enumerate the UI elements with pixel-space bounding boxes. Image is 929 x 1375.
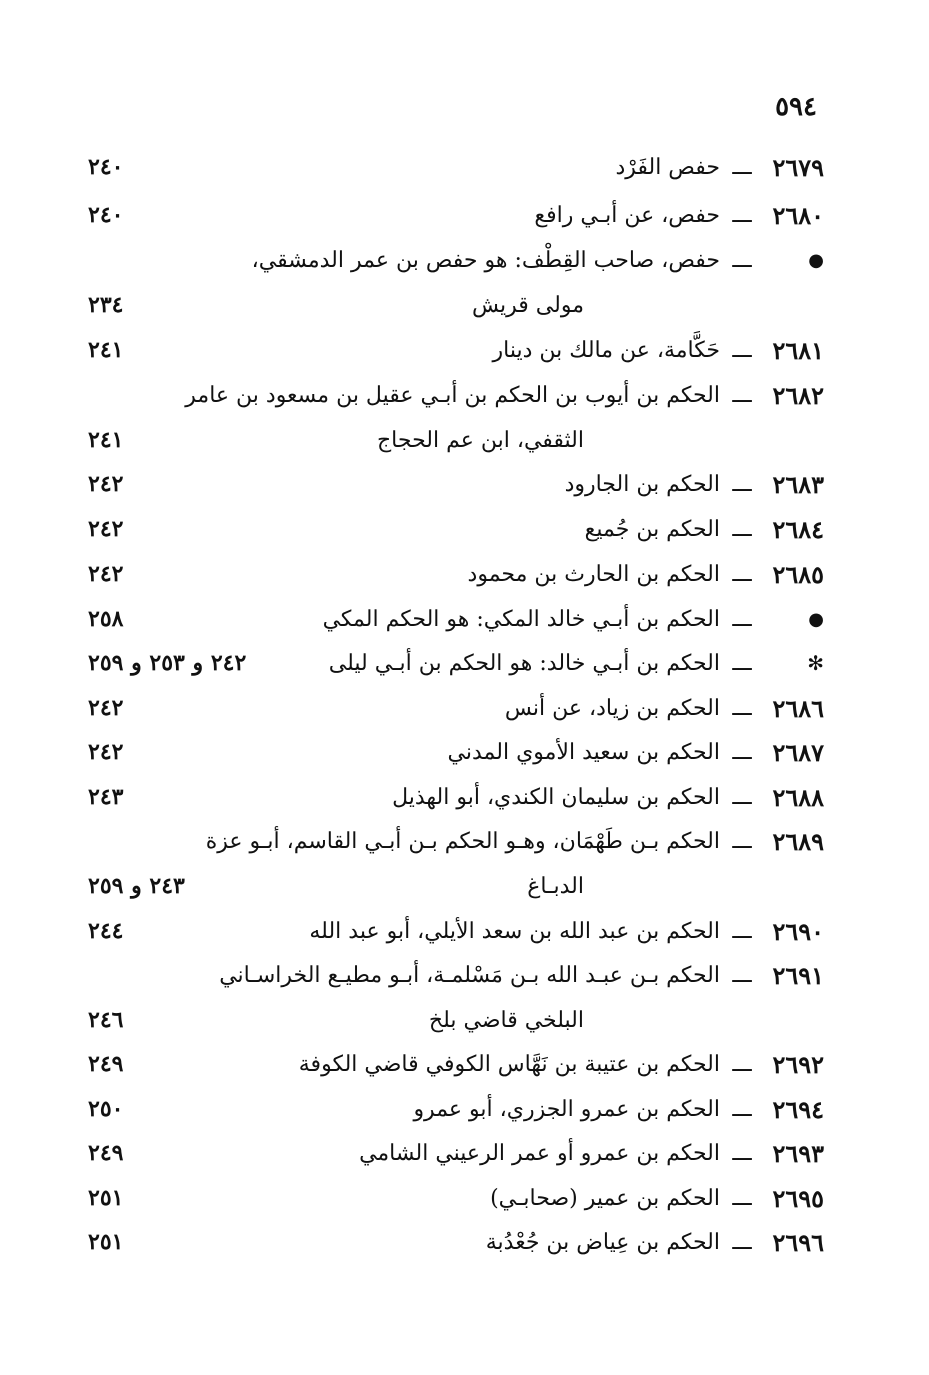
entry-pages: ٢٤٠ [88,154,124,180]
entry-name: الحكم بن عمرو الجزري، أبو عمرو [413,1096,720,1122]
entry-pages: ٢٤٤ [88,918,124,944]
entry-name: الحكم بن عبد الله بن سعد الأيلي، أبو عبد الله [309,918,720,944]
entry-number: ٢٦٧٩ [772,152,824,182]
entry-dash: ـــ [732,1051,752,1077]
index-entry [88,1220,824,1264]
entry-dash: ـــ [732,739,752,765]
entry-number: ٢٦٨٨ [772,782,824,812]
index-entry [88,462,824,506]
entry-number: ٢٦٩١ [772,960,824,990]
asterisk-icon [764,651,824,675]
index-entry [88,238,824,282]
index-entry [88,552,824,596]
entry-pages: ٢٤٣ [88,784,124,810]
entry-name: حَكَّامة، عن مالك بن دينار [492,337,720,363]
entry-number: ٢٦٩٣ [772,1138,824,1168]
index-entry-continuation [88,418,824,462]
entry-continuation: الثقفي، ابن عم الحجاج [376,427,584,453]
entry-name: الحكم بن عمرو أو عمر الرعيني الشامي [359,1140,720,1166]
entry-pages: ٢٤٩ [88,1140,124,1166]
entry-continuation: الدبـاغ [527,873,584,899]
entry-name: الحكم بن أبـي خالد المكي: هو الحكم المكي [322,606,720,632]
index-entry-continuation [88,283,824,327]
page-number: ٥٩٤ [775,92,817,122]
index-entry [88,145,824,189]
index-entry [88,1131,824,1175]
entry-pages: ٢٤١ [88,337,124,363]
index-entry [88,775,824,819]
entry-continuation: البلخي قاضي بلخ [428,1007,584,1033]
entry-name: حفص، عن أبـي رافع [534,202,720,228]
bullet-icon [764,250,824,271]
entry-dash: ـــ [732,516,752,542]
index-entry [88,909,824,953]
entry-dash: ـــ [732,1140,752,1166]
entry-pages: ٢٤٢ [88,695,124,721]
entry-pages: ٢٤٢ [88,516,124,542]
entry-dash: ـــ [732,962,752,988]
entry-pages: ٢٤٢ [88,471,124,497]
entry-number: ٢٦٨٥ [772,559,824,589]
entry-number: ٢٦٩٢ [772,1049,824,1079]
entry-pages: ٢٤١ [88,427,124,453]
entry-name: الحكم بـن طَهْمَان، وهـو الحكم بـن أبـي القاسم، أبـو عزة [205,828,720,854]
entry-number: ٢٦٩٤ [772,1094,824,1124]
entry-name: الحكم بن زياد، عن أنس [504,695,720,721]
entry-dash: ـــ [732,606,752,632]
entry-number: ٢٦٨٢ [772,380,824,410]
entry-pages: ٢٤٣ و ٢٥٩ [88,873,185,899]
entry-number: ٢٦٨١ [772,335,824,365]
entry-name: الحكم بن الجارود [564,471,720,497]
entry-dash: ـــ [732,1229,752,1255]
entry-dash: ـــ [732,337,752,363]
entry-dash: ـــ [732,784,752,810]
entry-dash: ـــ [732,650,752,676]
entry-dash: ـــ [732,471,752,497]
entry-pages: ٢٣٤ [88,292,124,318]
bullet-icon [764,609,824,630]
entry-dash: ـــ [732,382,752,408]
entry-dash: ـــ [732,828,752,854]
entry-name: الحكم بن عمير (صحابـي) [490,1185,720,1211]
entry-continuation: مولى قريش [471,292,584,318]
entry-pages: ٢٤٢ و ٢٥٣ و ٢٥٩ [88,650,247,676]
index-entry [88,597,824,641]
entry-pages: ٢٤٠ [88,202,124,228]
entry-name: الحكم بن أبـي خالد: هو الحكم بن أبـي ليلى [328,650,720,676]
entry-number: ٢٦٨٦ [772,693,824,723]
entry-pages: ٢٥٨ [88,606,124,632]
index-entry [88,641,824,685]
entry-name: الحكم بـن عبـد الله بـن مَسْلمـة، أبـو مطيـع الخراسـاني [219,962,720,988]
entry-number: ٢٦٨٩ [772,826,824,856]
index-entry [88,819,824,863]
index-entry [88,507,824,551]
index-entry-continuation [88,864,824,908]
entry-name: الحكم بن سعيد الأموي المدني [447,739,720,765]
entry-number: ٢٦٨٧ [772,737,824,767]
entry-dash: ـــ [732,202,752,228]
entry-pages: ٢٥٠ [88,1096,124,1122]
entry-name: حفص الفَرْد [615,154,720,180]
entry-pages: ٢٤٦ [88,1007,124,1033]
entry-pages: ٢٤٢ [88,561,124,587]
entry-dash: ـــ [732,918,752,944]
index-entry [88,953,824,997]
entry-dash: ـــ [732,1185,752,1211]
entry-number: ٢٦٨٣ [772,469,824,499]
entry-name: الحكم بن عتيبة بن نَهَّاس الكوفي قاضي الكوفة [298,1051,720,1077]
entry-pages: ٢٥١ [88,1185,124,1211]
entry-name: الحكم بن عِياض بن جُعْدُبة [485,1229,720,1255]
entry-name: الحكم بن الحارث بن محمود [467,561,720,587]
entry-dash: ـــ [732,154,752,180]
entry-name: حفص، صاحب القِطْف: هو حفص بن عمر الدمشقي، [251,247,720,273]
index-entry [88,1087,824,1131]
entry-number: ٢٦٩٥ [772,1183,824,1213]
index-entry [88,193,824,237]
index-entry [88,730,824,774]
entry-number: ٢٦٨٠ [772,200,824,230]
index-entry [88,328,824,372]
index-entry [88,373,824,417]
index-entry [88,1176,824,1220]
entry-dash: ـــ [732,247,752,273]
entry-number: ٢٦٨٤ [772,514,824,544]
entry-dash: ـــ [732,561,752,587]
index-entry [88,1042,824,1086]
entry-name: الحكم بن جُميع [584,516,720,542]
entry-number: ٢٦٩٦ [772,1227,824,1257]
entry-pages: ٢٥١ [88,1229,124,1255]
index-entry [88,686,824,730]
entry-dash: ـــ [732,695,752,721]
entry-dash: ـــ [732,1096,752,1122]
entry-pages: ٢٤٢ [88,739,124,765]
entry-pages: ٢٤٩ [88,1051,124,1077]
entry-name: الحكم بن سليمان الكندي، أبو الهذيل [392,784,720,810]
entry-name: الحكم بن أيوب بن الحكم بن أبـي عقيل بن مسعود بن عامر [185,382,720,408]
entry-number: ٢٦٩٠ [772,916,824,946]
index-entry-continuation [88,998,824,1042]
